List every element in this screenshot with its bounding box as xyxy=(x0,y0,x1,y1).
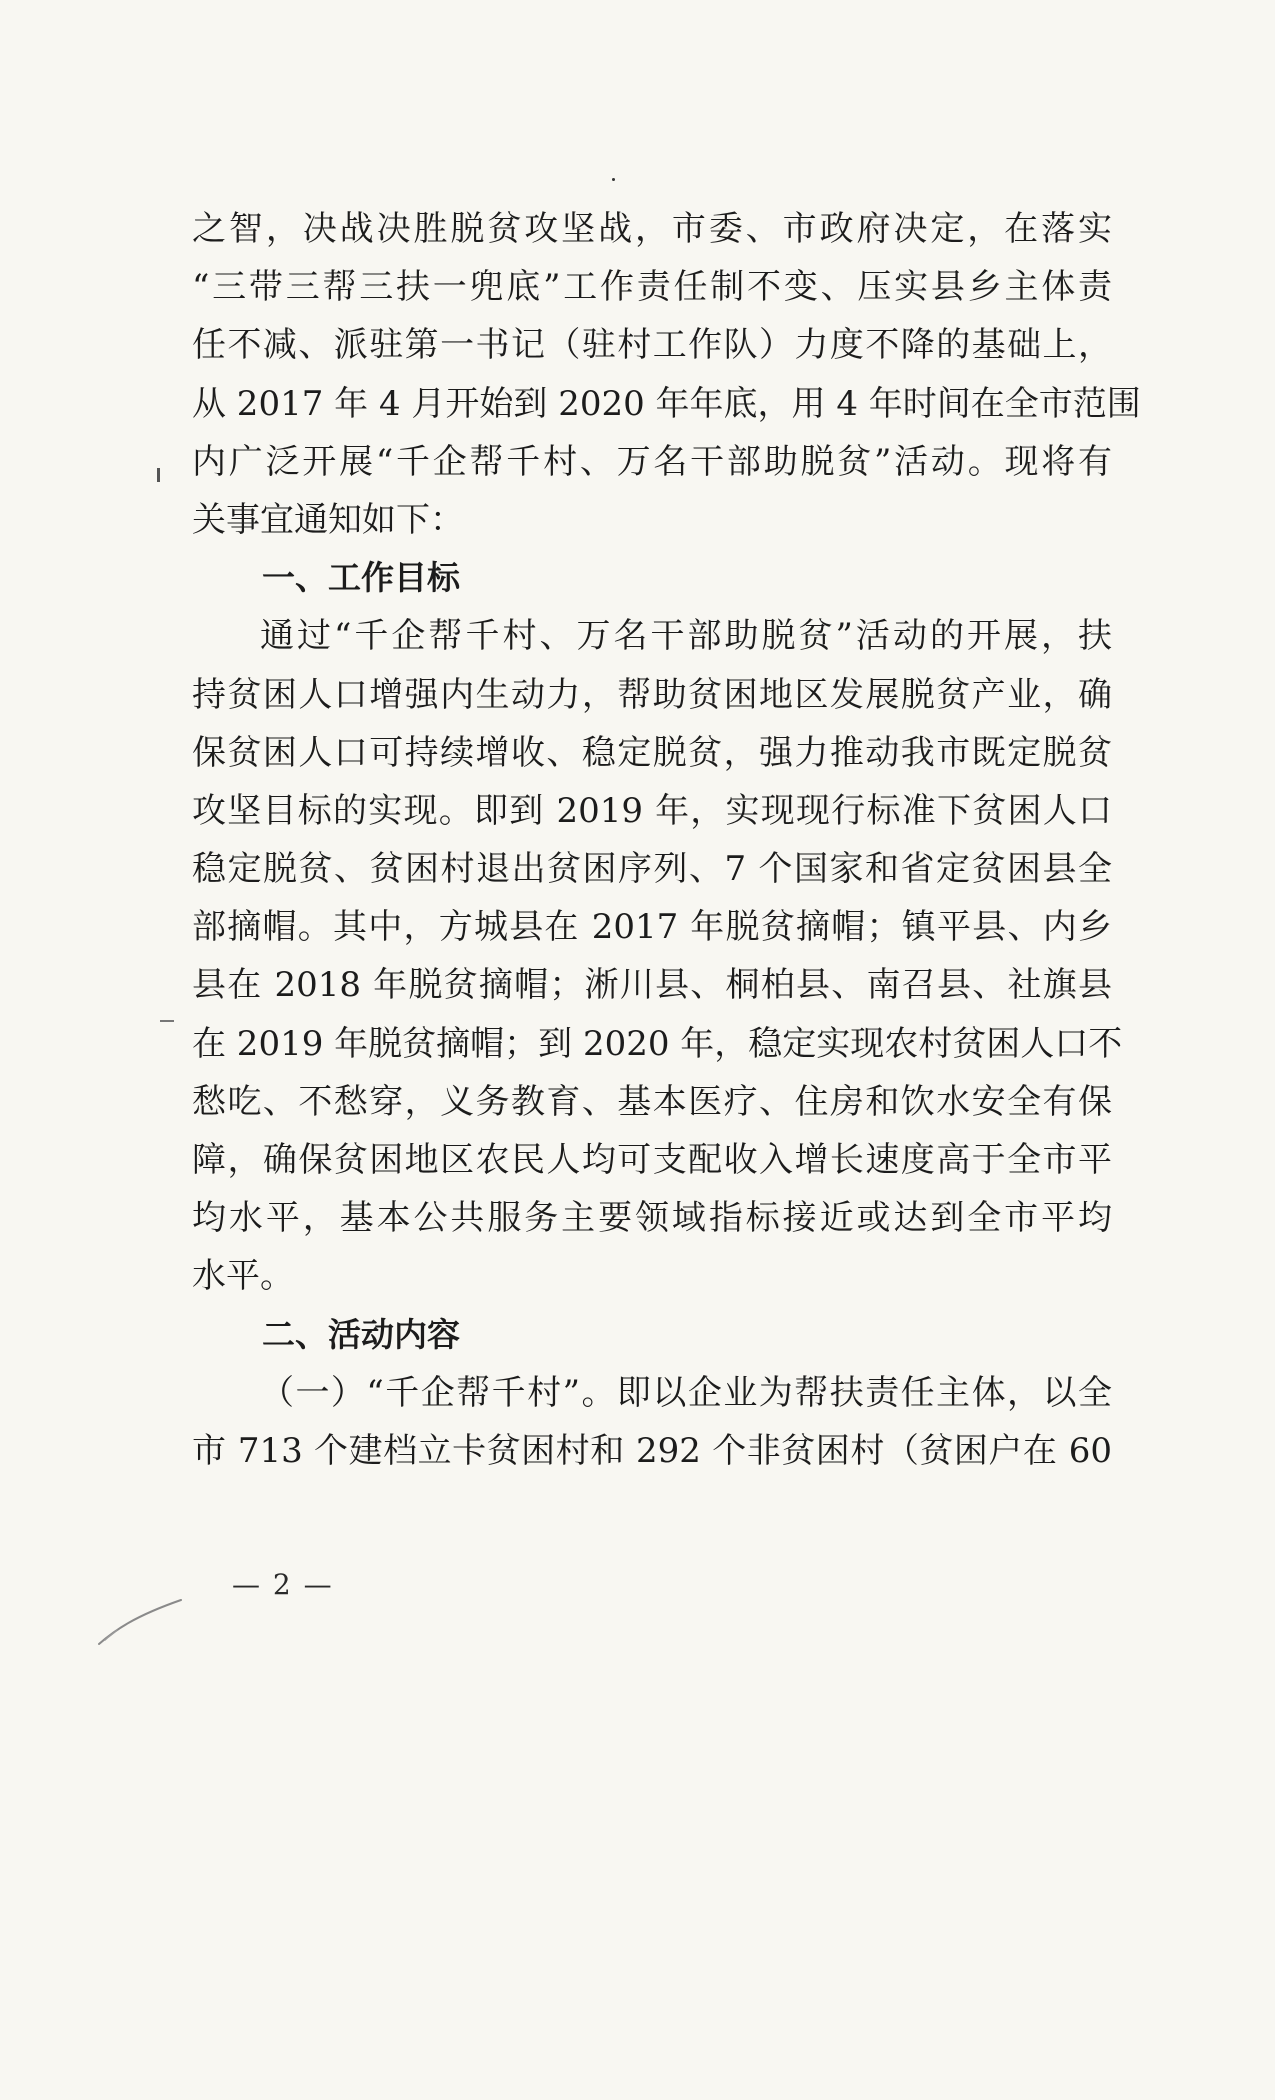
margin-mark xyxy=(160,1020,174,1022)
stray-dot xyxy=(612,178,615,181)
text-line: 市 713 个建档立卡贫困村和 292 个非贫困村（贫困户在 60 xyxy=(192,1430,1112,1471)
pen-stroke-mark xyxy=(95,1590,185,1650)
text-line: 均水平，基本公共服务主要领域指标接近或达到全市平均 xyxy=(192,1198,1112,1239)
body-text xyxy=(192,200,1141,1480)
margin-mark xyxy=(157,468,160,482)
section-heading: 一、工作目标 xyxy=(262,558,460,598)
page-number: — 2 — xyxy=(232,1568,334,1601)
text-line: （一）“千企帮千村”。即以企业为帮扶责任主体，以全 xyxy=(260,1372,1112,1413)
text-line: 县在 2018 年脱贫摘帽；淅川县、桐柏县、南召县、社旗县 xyxy=(192,965,1112,1006)
text-line: 障，确保贫困地区农民人均可支配收入增长速度高于全市平 xyxy=(192,1140,1112,1180)
text-line: 内广泛开展“千企帮千村、万名干部助脱贫”活动。现将有 xyxy=(192,441,1112,482)
text-line: 关事宜通知如下： xyxy=(192,499,464,540)
text-line: 攻坚目标的实现。即到 2019 年，实现现行标准下贫困人口 xyxy=(192,790,1112,831)
text-line: 通过“千企帮千村、万名干部助脱贫”活动的开展，扶 xyxy=(260,616,1112,657)
text-line: 稳定脱贫、贫困村退出贫困序列、7 个国家和省定贫困县全 xyxy=(192,849,1112,890)
section-heading: 二、活动内容 xyxy=(262,1314,460,1354)
text-line: 部摘帽。其中，方城县在 2017 年脱贫摘帽；镇平县、内乡 xyxy=(192,907,1112,948)
text-line: 在 2019 年脱贫摘帽；到 2020 年，稳定实现农村贫困人口不 xyxy=(192,1023,1123,1064)
text-line: 持贫困人口增强内生动力，帮助贫困地区发展脱贫产业，确 xyxy=(192,674,1112,715)
text-line: 从 2017 年 4 月开始到 2020 年年底，用 4 年时间在全市范围 xyxy=(192,383,1141,424)
text-line: 保贫困人口可持续增收、稳定脱贫，强力推动我市既定脱贫 xyxy=(192,732,1112,773)
text-line: 愁吃、不愁穿，义务教育、基本医疗、住房和饮水安全有保 xyxy=(192,1081,1112,1122)
text-line: 任不减、派驻第一书记（驻村工作队）力度不降的基础上， xyxy=(192,325,1112,366)
text-line: 之智，决战决胜脱贫攻坚战，市委、市政府决定，在落实 xyxy=(192,209,1112,249)
text-line: 水平。 xyxy=(192,1256,294,1297)
text-line: “三带三帮三扶一兜底”工作责任制不变、压实县乡主体责 xyxy=(192,267,1112,308)
